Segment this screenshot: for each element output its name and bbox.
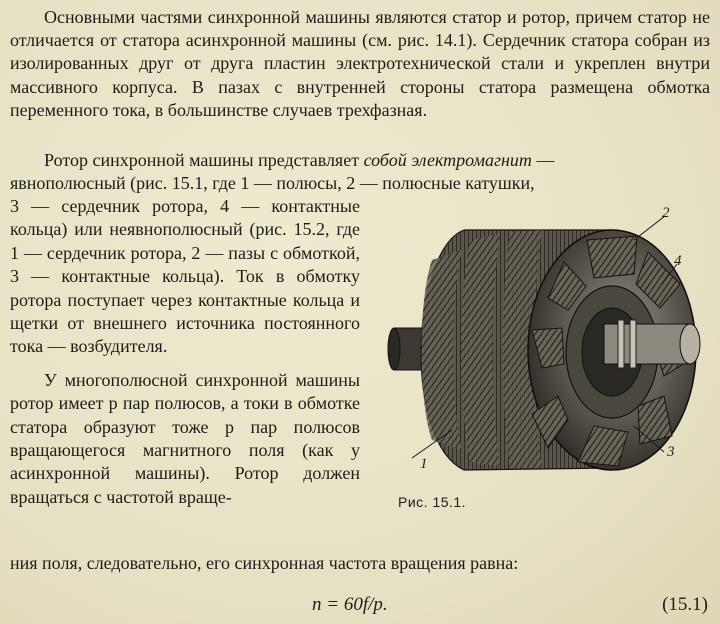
rotor-figure [372, 200, 712, 490]
rotor-intro-line2: явнополюсный (рис. 15.1, где 1 — полюсы, 2 — полюсные катушки, [10, 173, 535, 194]
paragraph-multipole-end: ния поля, следовательно, его синхронная частота вращения равна: [10, 553, 519, 573]
figure-label-4: 4 [674, 253, 682, 269]
figure-caption: Рис. 15.1. [398, 494, 467, 510]
figure-label-2: 2 [662, 205, 670, 221]
shaft-left [388, 328, 424, 370]
paragraph-rotor-intro [10, 149, 710, 195]
formula-number: (15.1) [662, 594, 708, 615]
rotor-intro-emphasis: собой электромагнит [363, 150, 532, 170]
formula-expression: n = 60f/p. [312, 594, 388, 615]
figure-label-3: 3 [667, 444, 675, 460]
formula-row [0, 594, 720, 620]
figure-label-1: 1 [420, 456, 428, 472]
paragraph-multipole [10, 369, 360, 509]
paragraph-rotor-types: 3 — сердечник ротора, 4 — контактные кольца) или неявнополюсный (рис. 15.2, где 1 — сердечник ротора, 2 — пазы с обмоткой, 3 — контактные кольца). Ток в обмотку ротора поступает через контактные кольца и щетки от внешнего источника постоянного тока — возбудителя. [10, 196, 360, 357]
paragraph-stator-text: Основными частями синхронной машины являются статор и ротор, причем статор не отличается от статора асинхронной машины (см. рис. 14.1). Сердечник статора собран из изолированных друг от друга пластин электротехнической стали и укреплен внутри массивного корпуса. В пазах с внутренней стороны статора размещена обмотка переменного тока, в большинстве случаев трехфазная. [10, 7, 710, 120]
text-column [10, 195, 360, 509]
rotor-intro-dash: — [531, 150, 555, 170]
rotor-intro-text: Ротор синхронной машины представляет [44, 150, 364, 170]
paragraph-stator [10, 6, 710, 122]
multipole-text: У многополюсной синхронной машины ротор имеет p пар полюсов, а токи в обмотке статора образуют тоже p пар полюсов вращающегося магнитного поля (как у асинхронной машины). Ротор должен вращаться с частотой враще- [10, 369, 360, 507]
shaft-right [604, 320, 700, 368]
